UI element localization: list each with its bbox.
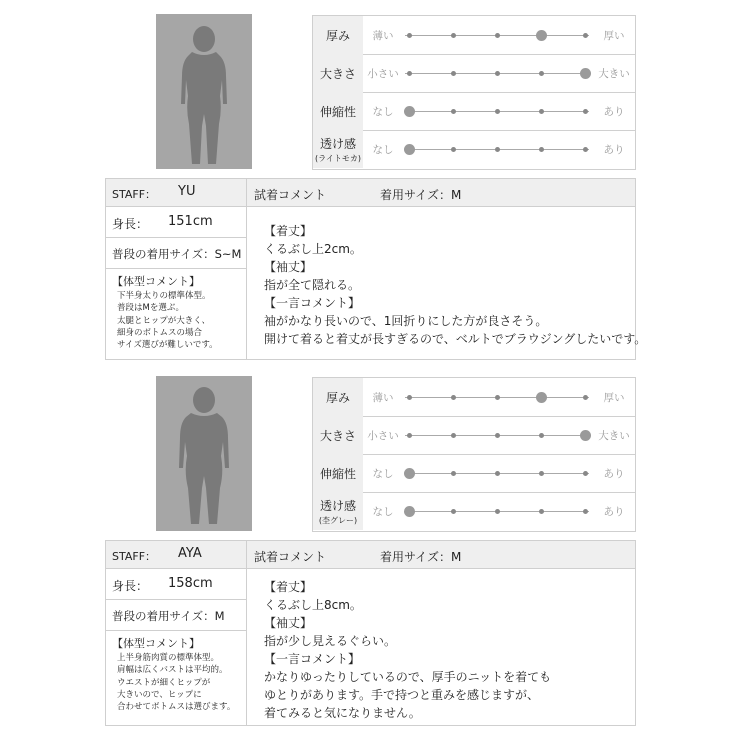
param-max-label: 大きい — [598, 429, 630, 442]
param-min-label: 小さい — [367, 67, 399, 80]
body-comment-title: 【体型コメント】 — [112, 275, 200, 288]
scale-step-dot — [539, 433, 544, 438]
review-title: 試着コメント — [254, 188, 327, 202]
staff-label: STAFF： — [112, 550, 157, 563]
usual-size-row — [106, 238, 246, 269]
height-value: 151cm — [168, 214, 213, 229]
param-min-label: 薄い — [372, 391, 394, 404]
size-worn: 着用サイズ：M — [380, 550, 462, 564]
param-scale — [405, 130, 589, 168]
param-max-label: 大きい — [598, 67, 630, 80]
param-row — [313, 378, 635, 417]
staff-info-table — [105, 540, 636, 726]
scale-marker — [536, 392, 547, 403]
param-max-label: あり — [603, 467, 625, 480]
param-scale — [405, 16, 589, 54]
scale-marker — [404, 144, 415, 155]
scale-step-dot — [539, 109, 544, 114]
scale-step-dot — [495, 433, 500, 438]
height-value: 158cm — [168, 576, 213, 591]
scale-step-dot — [539, 509, 544, 514]
height-label: 身長： — [112, 579, 149, 593]
param-row — [313, 492, 635, 530]
table-header — [106, 541, 635, 569]
param-scale — [405, 92, 589, 130]
staff-label: STAFF： — [112, 188, 157, 201]
scale-step-dot — [495, 147, 500, 152]
body-comment-text: 下半身太りの標準体型。 普段はMを選ぶ。 太腿とヒップが大きく、 細身のボトムスの場合 サイズ選びが難しいです。 — [117, 291, 218, 351]
param-scale — [405, 454, 589, 492]
param-label: 伸縮性 — [313, 454, 363, 492]
review-title: 試着コメント — [254, 550, 327, 564]
param-max-label: 厚い — [603, 29, 625, 42]
staff-photo — [156, 14, 252, 169]
body-silhouette-icon — [156, 376, 252, 531]
param-max-label: あり — [603, 105, 625, 118]
param-scale — [405, 378, 589, 416]
height-label: 身長： — [112, 217, 149, 231]
param-scale — [405, 54, 589, 92]
scale-step-dot — [407, 71, 412, 76]
scale-step-dot — [407, 33, 412, 38]
scale-step-dot — [583, 109, 588, 114]
param-row — [313, 16, 635, 55]
scale-step-dot — [451, 471, 456, 476]
column-divider — [246, 179, 247, 359]
param-max-label: あり — [603, 505, 625, 518]
param-min-label: なし — [372, 143, 394, 156]
scale-step-dot — [583, 471, 588, 476]
scale-step-dot — [407, 395, 412, 400]
param-scale — [405, 492, 589, 530]
param-label: 透け感 (ライトモカ) — [313, 130, 363, 168]
scale-step-dot — [495, 71, 500, 76]
scale-step-dot — [539, 471, 544, 476]
param-sublabel: (杢グレー) — [318, 515, 358, 525]
scale-parameters — [312, 15, 636, 170]
scale-step-dot — [451, 147, 456, 152]
param-min-label: 小さい — [367, 429, 399, 442]
scale-step-dot — [583, 33, 588, 38]
scale-step-dot — [495, 33, 500, 38]
param-row — [313, 54, 635, 93]
param-row — [313, 416, 635, 455]
scale-step-dot — [495, 471, 500, 476]
staff-name: AYA — [178, 546, 202, 561]
scale-step-dot — [583, 147, 588, 152]
usual-size-row — [106, 600, 246, 631]
param-label: 厚み — [313, 378, 363, 416]
body-comment — [106, 269, 246, 359]
param-label: 厚み — [313, 16, 363, 54]
height-row — [106, 207, 246, 238]
body-comment — [106, 631, 246, 725]
usual-size: 普段の着用サイズ：S~M — [112, 247, 242, 261]
scale-step-dot — [451, 395, 456, 400]
review-text: 【着丈】 くるぶし上8cm。 【袖丈】 指が少し見えるぐらい。 【一言コメント】 かなりゆったりしているので、厚手のニットを着ても ゆとりがあります。手で持つと重みを感じますが、 着てみると気になりません。 — [264, 580, 552, 720]
param-min-label: なし — [372, 467, 394, 480]
scale-marker — [404, 506, 415, 517]
scale-marker — [536, 30, 547, 41]
table-header — [106, 179, 635, 207]
param-min-label: 薄い — [372, 29, 394, 42]
scale-marker — [580, 430, 591, 441]
param-row — [313, 130, 635, 168]
review-text: 【着丈】 くるぶし上2cm。 【袖丈】 指が全て隠れる。 【一言コメント】 袖がかなり長いので、1回折りにした方が良さそう。 開けて着ると着丈が長すぎるので、ベルトでブラウジングしたいです。 — [264, 224, 647, 346]
scale-step-dot — [583, 395, 588, 400]
param-max-label: 厚い — [603, 391, 625, 404]
scale-step-dot — [451, 33, 456, 38]
scale-step-dot — [495, 109, 500, 114]
scale-marker — [404, 468, 415, 479]
scale-step-dot — [451, 509, 456, 514]
body-comment-text: 上半身筋肉質の標準体型。 肩幅は広くバストは平均的。 ウエストが細くヒップが 大きいので、ヒップに 合わせてボトムスは選びます。 — [117, 653, 236, 713]
scale-step-dot — [495, 509, 500, 514]
scale-step-dot — [539, 147, 544, 152]
scale-step-dot — [495, 395, 500, 400]
param-min-label: なし — [372, 105, 394, 118]
param-scale — [405, 416, 589, 454]
param-max-label: あり — [603, 143, 625, 156]
height-row — [106, 569, 246, 600]
scale-step-dot — [451, 109, 456, 114]
staff-name: YU — [178, 184, 196, 199]
param-row — [313, 92, 635, 131]
scale-marker — [580, 68, 591, 79]
column-divider — [246, 541, 247, 725]
param-min-label: なし — [372, 505, 394, 518]
param-label: 透け感 (杢グレー) — [313, 492, 363, 530]
scale-step-dot — [583, 509, 588, 514]
scale-parameters — [312, 377, 636, 532]
usual-size: 普段の着用サイズ：M — [112, 609, 225, 623]
scale-step-dot — [451, 71, 456, 76]
param-label: 伸縮性 — [313, 92, 363, 130]
scale-step-dot — [539, 71, 544, 76]
body-silhouette-icon — [156, 14, 252, 169]
param-label: 大きさ — [313, 54, 363, 92]
staff-photo — [156, 376, 252, 531]
scale-step-dot — [407, 433, 412, 438]
staff-info-table — [105, 178, 647, 360]
param-label: 大きさ — [313, 416, 363, 454]
scale-step-dot — [451, 433, 456, 438]
scale-marker — [404, 106, 415, 117]
body-comment-title: 【体型コメント】 — [112, 637, 200, 650]
size-worn: 着用サイズ：M — [380, 188, 462, 202]
param-sublabel: (ライトモカ) — [314, 153, 361, 163]
param-row — [313, 454, 635, 493]
